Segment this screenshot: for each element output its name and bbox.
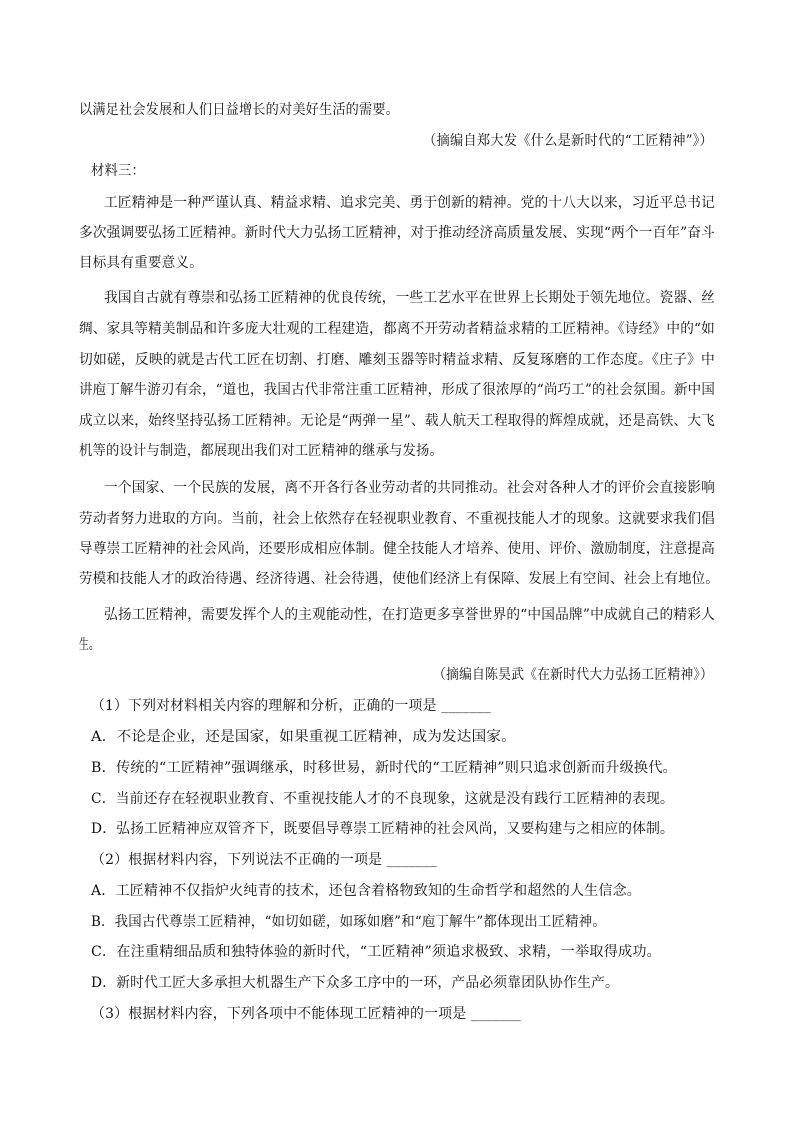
paragraph-line: 绸、家具等精美制品和许多庞大壮观的工程建造，都离不开劳动者精益求精的工匠精神。《诗经》中的“如: [79, 321, 715, 337]
question-stem: （1）下列对材料相关内容的理解和分析，正确的一项是 _______: [91, 698, 491, 714]
question-stem: （2）根据材料内容，下列说法不正确的一项是 _______: [91, 852, 437, 868]
paragraph-line: 机等的设计与制造，都展现出我们对工匠精神的继承与发扬。: [79, 443, 443, 459]
paragraph-line: 生。: [79, 637, 99, 653]
paragraph-line: 一个国家、一个民族的发展，离不开各行各业劳动者的共同推动。社会对各种人才的评价会直接影响: [104, 480, 715, 496]
paragraph-line: 切如磋，反映的就是古代工匠在切割、打磨、雕刻玉器等时精益求精、反复琢磨的工作态度。《庄子》中: [79, 352, 715, 368]
intro-continuation: 以满足社会发展和人们日益增长的对美好生活的需要。: [79, 102, 399, 118]
option-b: B．传统的“工匠精神”强调继承，时移世易，新时代的“工匠精神”则只追求创新而升级换代。: [91, 760, 677, 776]
paragraph-line: 我国自古就有尊崇和弘扬工匠精神的优良传统，一些工艺水平在世界上长期处于领先地位。瓷器、丝: [104, 290, 715, 306]
option-b: B．我国古代尊崇工匠精神，“如切如磋，如琢如磨”和“庖丁解牛”都体现出工匠精神。: [91, 914, 606, 930]
paragraph-line: 导尊崇工匠精神的社会风尚，还要形成相应体制。健全技能人才培养、使用、评价、激励制度，注意提高: [79, 541, 715, 557]
option-d: D．弘扬工匠精神应双管齐下，既要倡导尊崇工匠精神的社会风尚，又要构建与之相应的体制。: [91, 821, 674, 837]
option-a: A．不论是企业，还是国家，如果重视工匠精神，成为发达国家。: [91, 729, 516, 745]
paragraph-line: 目标具有重要意义。: [79, 255, 203, 271]
paragraph-line: 讲庖丁解牛游刃有余，“道也，我国古代非常注重工匠精神，形成了很浓厚的“尚巧工”的社会氛围。新中国: [79, 382, 715, 398]
paragraph-line: 多次强调要弘扬工匠精神。新时代大力弘扬工匠精神，对于推动经济高质量发展、实现“两个一百年”奋斗: [79, 225, 715, 241]
paragraph-line: 劳模和技能人才的政治待遇、经济待遇、社会待遇，使他们经济上有保障、发展上有空间、社会上有地位。: [79, 571, 719, 587]
paragraph-line: 劳动者努力进取的方向。当前，社会上依然存在轻视职业教育、不重视技能人才的现象。这就要求我们倡: [79, 511, 715, 527]
source-citation-2: （摘编自陈昊武《在新时代大力弘扬工匠精神》）: [433, 667, 713, 683]
option-c: C．当前还存在轻视职业教育、不重视技能人才的不良现象，这就是没有践行工匠精神的表现。: [91, 791, 674, 807]
option-a: A．工匠精神不仅指炉火纯青的技术，还包含着格物致知的生命哲学和超然的人生信念。: [91, 883, 641, 899]
paragraph-line: 成立以来，始终坚持弘扬工匠精神。无论是“两弹一星”、载人航天工程取得的辉煌成就，还是高铁、大飞: [79, 413, 715, 429]
source-citation-1: （摘编自郑大发《什么是新时代的“工匠精神”》）: [423, 133, 713, 149]
option-c: C．在注重精细品质和独特体验的新时代，“工匠精神”须追求极致、求精，一举取得成功。: [91, 944, 661, 960]
paragraph-line: 弘扬工匠精神，需要发挥个人的主观能动性，在打造更多享誉世界的“中国品牌”中成就自己的精彩人: [104, 607, 715, 623]
paragraph-line: 工匠精神是一种严谨认真、精益求精、追求完美、勇于创新的精神。党的十八大以来，习近平总书记: [104, 195, 715, 211]
material3-heading: 材料三：: [91, 163, 145, 179]
question-stem: （3）根据材料内容，下列各项中不能体现工匠精神的一项是 _______: [91, 1006, 521, 1022]
option-d: D．新时代工匠大多承担大机器生产下众多工序中的一环，产品必须靠团队协作生产。: [91, 975, 619, 991]
